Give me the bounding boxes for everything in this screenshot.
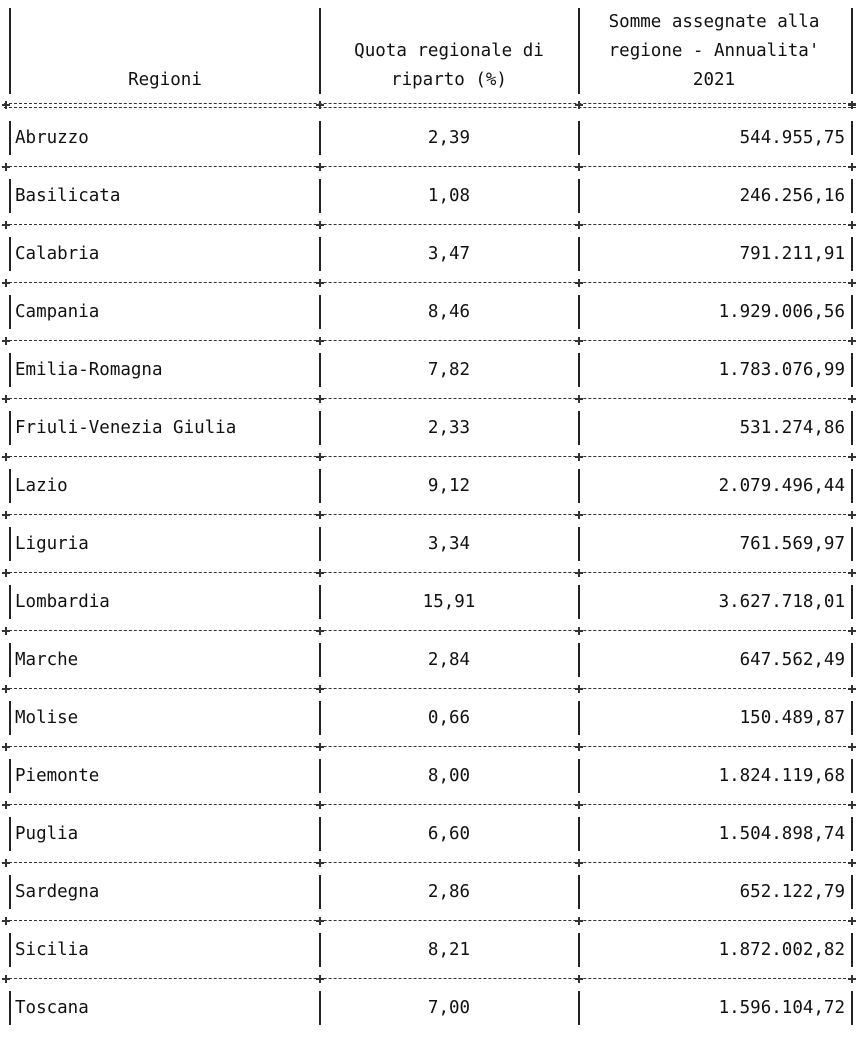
row-right-border [851, 759, 853, 793]
cell-quota: 8,00 [427, 766, 471, 786]
cell-regione: Sardegna [15, 882, 100, 902]
row-right-border [851, 237, 853, 271]
cell-quota: 8,46 [427, 302, 471, 322]
row-divider-2 [578, 585, 580, 619]
cell-quota: 2,39 [427, 128, 471, 148]
cell-quota: 1,08 [427, 186, 471, 206]
header-separator [4, 103, 856, 108]
row-divider-1 [319, 933, 321, 967]
cell-quota: 8,21 [427, 940, 471, 960]
row-divider-2 [578, 643, 580, 677]
cell-regione: Marche [15, 650, 79, 670]
row-right-border [851, 121, 853, 155]
cell-regione: Friuli-Venezia Giulia [15, 418, 237, 438]
row-right-border [851, 469, 853, 503]
row-left-border [9, 585, 11, 619]
header-somme-line-3: 2021 [692, 70, 736, 90]
table-header [0, 0, 858, 104]
row-right-border [851, 585, 853, 619]
cell-regione: Lazio [15, 476, 68, 496]
table-row [0, 979, 858, 1037]
header-quota-line-3: riparto (%) [391, 70, 507, 90]
cell-quota: 7,00 [427, 998, 471, 1018]
row-divider-1 [319, 701, 321, 735]
table-row [0, 109, 858, 167]
table-row [0, 863, 858, 921]
cell-quota: 7,82 [427, 360, 471, 380]
cell-somme: 647.562,49 [739, 650, 845, 670]
header-left-border [9, 8, 11, 94]
cell-somme: 531.274,86 [739, 418, 845, 438]
row-divider-1 [319, 817, 321, 851]
header-somme-line-1: Somme assegnate alla [608, 12, 820, 32]
table-row [0, 921, 858, 979]
row-divider-2 [578, 701, 580, 735]
row-right-border [851, 875, 853, 909]
cell-somme: 544.955,75 [739, 128, 845, 148]
row-divider-2 [578, 469, 580, 503]
row-divider-2 [578, 179, 580, 213]
row-left-border [9, 179, 11, 213]
table-row [0, 225, 858, 283]
cell-somme: 150.489,87 [739, 708, 845, 728]
cell-regione: Toscana [15, 998, 89, 1018]
cell-quota: 15,91 [422, 592, 476, 612]
cell-quota: 2,84 [427, 650, 471, 670]
header-quota-line-2: Quota regionale di [354, 41, 544, 61]
cell-somme: 1.783.076,99 [718, 360, 845, 380]
row-right-border [851, 643, 853, 677]
row-divider-1 [319, 353, 321, 387]
row-divider-1 [319, 237, 321, 271]
row-divider-1 [319, 469, 321, 503]
cell-quota: 2,33 [427, 418, 471, 438]
header-regioni: Regioni [128, 70, 202, 90]
row-left-border [9, 121, 11, 155]
cell-regione: Lombardia [15, 592, 110, 612]
row-divider-1 [319, 585, 321, 619]
cell-somme: 1.872.002,82 [718, 940, 845, 960]
cell-regione: Piemonte [15, 766, 100, 786]
row-divider-1 [319, 411, 321, 445]
table-row [0, 457, 858, 515]
cell-quota: 6,60 [427, 824, 471, 844]
cell-regione: Basilicata [15, 186, 121, 206]
cell-somme: 1.504.898,74 [718, 824, 845, 844]
row-divider-2 [578, 295, 580, 329]
table-row [0, 283, 858, 341]
row-divider-1 [319, 643, 321, 677]
row-right-border [851, 179, 853, 213]
cell-quota: 3,47 [427, 244, 471, 264]
row-left-border [9, 759, 11, 793]
row-right-border [851, 411, 853, 445]
table-row [0, 167, 858, 225]
header-right-border [851, 8, 853, 94]
header-divider-2 [578, 8, 580, 94]
row-right-border [851, 353, 853, 387]
cell-quota: 0,66 [427, 708, 471, 728]
row-divider-1 [319, 121, 321, 155]
row-left-border [9, 817, 11, 851]
cell-quota: 2,86 [427, 882, 471, 902]
row-left-border [9, 411, 11, 445]
row-divider-2 [578, 991, 580, 1025]
table-row [0, 399, 858, 457]
row-left-border [9, 643, 11, 677]
row-divider-2 [578, 817, 580, 851]
row-divider-1 [319, 179, 321, 213]
corner-plus [575, 101, 583, 109]
table-row [0, 573, 858, 631]
row-divider-2 [578, 411, 580, 445]
corner-plus [316, 101, 324, 109]
row-right-border [851, 701, 853, 735]
table-row [0, 805, 858, 863]
corner-plus [848, 101, 856, 109]
cell-regione: Liguria [15, 534, 89, 554]
cell-somme: 791.211,91 [739, 244, 845, 264]
cell-regione: Campania [15, 302, 100, 322]
row-right-border [851, 933, 853, 967]
cell-somme: 246.256,16 [739, 186, 845, 206]
row-divider-1 [319, 991, 321, 1025]
row-divider-2 [578, 527, 580, 561]
cell-regione: Puglia [15, 824, 79, 844]
cell-somme: 3.627.718,01 [718, 592, 845, 612]
row-left-border [9, 237, 11, 271]
row-right-border [851, 817, 853, 851]
row-right-border [851, 295, 853, 329]
table-row [0, 341, 858, 399]
cell-somme: 2.079.496,44 [718, 476, 845, 496]
row-divider-1 [319, 759, 321, 793]
table-row [0, 689, 858, 747]
cell-somme: 1.596.104,72 [718, 998, 845, 1018]
row-right-border [851, 991, 853, 1025]
row-right-border [851, 527, 853, 561]
cell-quota: 9,12 [427, 476, 471, 496]
cell-somme: 652.122,79 [739, 882, 845, 902]
row-left-border [9, 701, 11, 735]
table-row [0, 631, 858, 689]
row-left-border [9, 527, 11, 561]
cell-regione: Molise [15, 708, 79, 728]
cell-regione: Calabria [15, 244, 100, 264]
row-left-border [9, 875, 11, 909]
cell-somme: 1.929.006,56 [718, 302, 845, 322]
cell-regione: Sicilia [15, 940, 89, 960]
cell-regione: Abruzzo [15, 128, 89, 148]
cell-regione: Emilia-Romagna [15, 360, 163, 380]
cell-somme: 1.824.119,68 [718, 766, 845, 786]
header-somme-line-2: regione - Annualita' [608, 41, 820, 61]
row-divider-2 [578, 759, 580, 793]
table-row [0, 515, 858, 573]
row-left-border [9, 933, 11, 967]
row-divider-1 [319, 527, 321, 561]
row-divider-1 [319, 295, 321, 329]
row-divider-2 [578, 875, 580, 909]
corner-plus [2, 101, 10, 109]
header-divider-1 [319, 8, 321, 94]
row-divider-2 [578, 933, 580, 967]
row-left-border [9, 991, 11, 1025]
row-left-border [9, 469, 11, 503]
table-row [0, 747, 858, 805]
row-divider-1 [319, 875, 321, 909]
row-divider-2 [578, 237, 580, 271]
row-divider-2 [578, 353, 580, 387]
row-divider-2 [578, 121, 580, 155]
row-left-border [9, 295, 11, 329]
row-left-border [9, 353, 11, 387]
cell-somme: 761.569,97 [739, 534, 845, 554]
cell-quota: 3,34 [427, 534, 471, 554]
